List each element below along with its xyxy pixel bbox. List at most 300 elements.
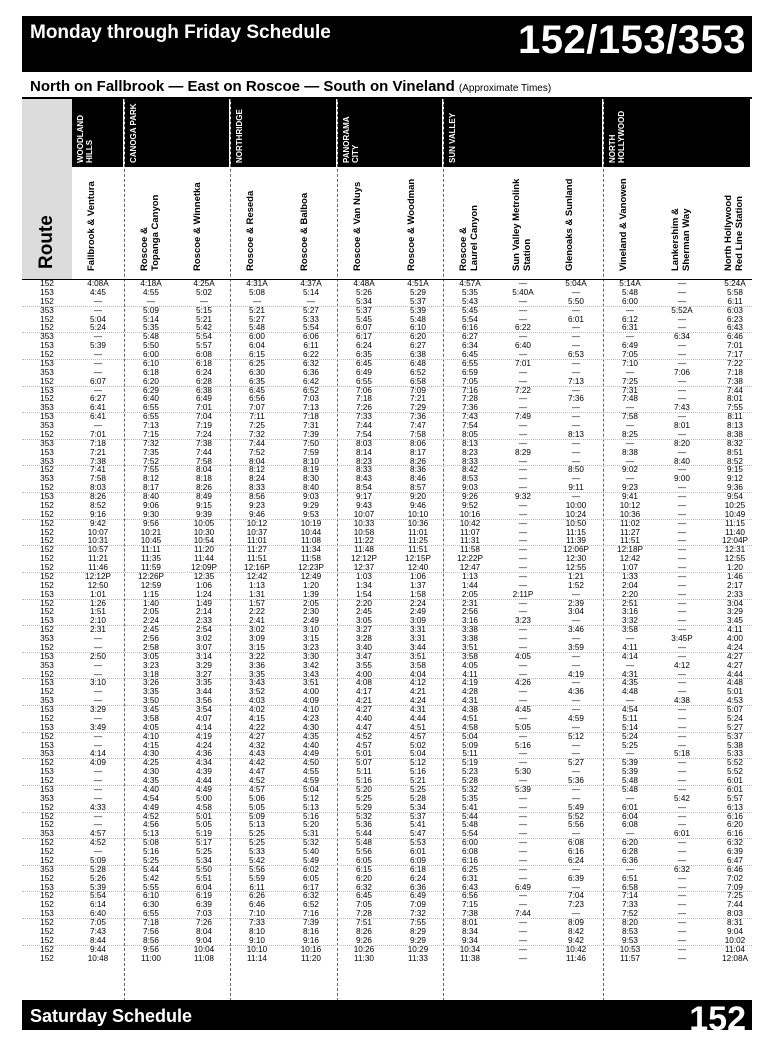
time-cell: 7:28 xyxy=(462,394,478,404)
time-cell: 7:52 xyxy=(622,909,638,919)
time-cell: 6:55 xyxy=(356,376,372,386)
time-cell: 10:12 xyxy=(619,500,641,510)
time-cell: — xyxy=(677,509,687,519)
time-cell: — xyxy=(677,918,687,927)
time-cell: 10:44 xyxy=(300,527,322,537)
time-cell: — xyxy=(571,651,581,661)
stop-header xyxy=(656,171,708,275)
area-name: NORTH HOLLYWOOD xyxy=(608,110,626,163)
time-cell: 5:16 xyxy=(356,776,372,785)
time-cell: — xyxy=(518,953,528,963)
time-cell: 5:25 xyxy=(143,855,159,865)
time-cell: 9:34 xyxy=(462,935,478,945)
time-cell: 6:28 xyxy=(196,376,212,386)
time-cell: 7:51 xyxy=(356,918,372,927)
time-cell: 6:18 xyxy=(410,864,426,874)
time-cell: 5:24A xyxy=(724,279,746,288)
time-cell: 4:31A xyxy=(246,279,268,288)
time-cell: 5:12 xyxy=(410,758,426,768)
time-cell: 6:00 xyxy=(143,350,159,359)
time-cell: 7:31 xyxy=(303,421,319,430)
time-cell: — xyxy=(571,421,581,430)
time-cell: 8:42 xyxy=(568,926,584,936)
time-cell: 5:04 xyxy=(303,784,319,794)
time-cell: — xyxy=(93,793,103,803)
time-cell: 5:48 xyxy=(622,784,638,794)
time-cell: 3:38 xyxy=(462,634,478,643)
time-cell: 5:54 xyxy=(90,891,106,901)
time-cell: 8:38 xyxy=(622,447,638,457)
time-cell: 1:24 xyxy=(196,589,212,599)
time-cell: 5:14 xyxy=(303,287,319,297)
table-row xyxy=(22,937,752,946)
time-cell: — xyxy=(518,554,528,564)
time-cell: 6:04 xyxy=(249,341,265,351)
time-cell: 4:19 xyxy=(196,731,212,741)
table-row xyxy=(22,813,752,822)
time-cell: 5:17 xyxy=(196,838,212,848)
route-cell: 152 xyxy=(40,571,54,581)
time-cell: 6:00 xyxy=(249,332,265,342)
time-cell: 7:52 xyxy=(249,447,265,457)
time-cell: 9:41 xyxy=(622,492,638,501)
time-cell: 7:38 xyxy=(727,376,743,386)
time-cell: 8:14 xyxy=(356,447,372,457)
time-cell: 7:06 xyxy=(674,367,690,377)
time-cell: — xyxy=(677,953,687,963)
time-cell: 9:56 xyxy=(143,944,159,954)
time-cell: — xyxy=(93,358,103,368)
time-cell: 6:28 xyxy=(622,847,638,856)
time-cell: 7:54 xyxy=(462,421,478,430)
time-cell: 6:46 xyxy=(249,900,265,910)
table-row xyxy=(22,440,752,449)
time-cell: 8:13 xyxy=(462,438,478,448)
time-cell: 3:23 xyxy=(143,660,159,670)
time-cell: 8:04 xyxy=(196,465,212,475)
time-cell: — xyxy=(518,509,528,519)
time-cell: 1:54 xyxy=(356,589,372,599)
time-cell: 7:33 xyxy=(622,900,638,910)
time-cell: — xyxy=(93,784,103,794)
time-cell: 8:23 xyxy=(462,447,478,457)
time-cell: 7:58 xyxy=(90,474,106,484)
time-cell: 4:09 xyxy=(303,696,319,706)
time-cell: 7:32 xyxy=(410,909,426,919)
time-cell: — xyxy=(677,713,687,723)
time-cell: — xyxy=(93,767,103,777)
stop-header xyxy=(444,171,496,275)
time-cell: 5:25 xyxy=(410,784,426,794)
route-cell: 353 xyxy=(40,456,54,466)
time-cell: 11:48 xyxy=(354,545,374,555)
time-cell: 3:45 xyxy=(727,616,743,626)
time-cell: 8:52 xyxy=(90,500,106,510)
stop-header xyxy=(125,171,177,275)
time-cell: 5:27 xyxy=(727,722,743,732)
time-cell: 4:54 xyxy=(622,705,638,714)
time-cell: 3:45 xyxy=(143,705,159,714)
route-cell: 353 xyxy=(40,749,54,759)
time-cell: 11:51 xyxy=(620,536,640,546)
time-cell: 10:12 xyxy=(246,518,268,528)
time-cell: 5:50 xyxy=(196,864,212,874)
time-cell: 12:37 xyxy=(353,563,375,572)
time-cell: 12:06P xyxy=(563,545,589,555)
time-cell: 9:12 xyxy=(727,474,743,484)
table-row xyxy=(22,750,752,759)
time-cell: 5:56 xyxy=(568,820,584,830)
table-row xyxy=(22,529,752,538)
stop-name: Glenoaks & Sunland xyxy=(564,178,575,271)
time-cell: 5:26 xyxy=(356,287,372,297)
time-cell: 3:35 xyxy=(249,669,265,679)
time-cell: 6:00 xyxy=(462,838,478,848)
time-cell: 6:32 xyxy=(303,891,319,901)
time-cell: — xyxy=(571,305,581,315)
table-row xyxy=(22,449,752,458)
time-cell: 4:33 xyxy=(90,802,106,812)
time-cell: 8:26 xyxy=(410,456,426,466)
time-cell: 7:38 xyxy=(196,438,212,448)
time-cell: 4:05 xyxy=(462,660,478,670)
stop-header xyxy=(709,171,761,275)
time-cell: 1:37 xyxy=(410,580,426,590)
time-cell: — xyxy=(571,909,581,919)
time-cell: — xyxy=(518,900,528,910)
time-cell: 3:47 xyxy=(356,651,372,661)
time-cell: 7:26 xyxy=(196,918,212,927)
time-cell: 6:16 xyxy=(727,829,743,839)
stop-header xyxy=(338,171,390,275)
route-cell: 152 xyxy=(40,811,54,821)
time-cell: 5:16 xyxy=(515,740,531,750)
time-cell: 8:44 xyxy=(90,935,106,945)
time-cell: 2:49 xyxy=(303,616,319,626)
route-cell: 152 xyxy=(40,279,54,288)
time-cell: 6:40 xyxy=(515,341,531,351)
time-cell: 3:15 xyxy=(249,642,265,652)
time-cell: 6:20 xyxy=(356,873,372,883)
time-cell: 2:24 xyxy=(410,598,426,608)
time-cell: — xyxy=(677,625,687,635)
time-cell: 7:38 xyxy=(90,456,106,466)
time-cell: 5:20 xyxy=(356,784,372,794)
time-cell: 11:46 xyxy=(566,953,586,963)
time-cell: 11:44 xyxy=(194,554,214,564)
time-cell: 3:51 xyxy=(303,678,319,688)
time-cell: 6:26 xyxy=(249,891,265,901)
time-cell: — xyxy=(518,926,528,936)
time-cell: 9:32 xyxy=(515,492,531,501)
time-cell: 9:26 xyxy=(356,935,372,945)
time-cell: 3:45P xyxy=(671,634,693,643)
time-cell: 6:27 xyxy=(410,341,426,351)
time-cell: — xyxy=(518,660,528,670)
time-cell: 11:57 xyxy=(620,953,640,963)
time-cell: 5:13 xyxy=(303,802,319,812)
time-cell: 7:09 xyxy=(410,900,426,910)
time-cell: 6:42 xyxy=(303,376,319,386)
route-cell: 152 xyxy=(40,500,54,510)
time-cell: 9:39 xyxy=(196,509,212,519)
time-cell: — xyxy=(518,607,528,617)
table-row xyxy=(22,324,752,333)
table-row xyxy=(22,289,752,298)
table-row xyxy=(22,342,752,351)
time-cell: 4:49 xyxy=(196,784,212,794)
time-cell: — xyxy=(677,527,687,537)
time-cell: 3:58 xyxy=(462,651,478,661)
time-cell: 4:52 xyxy=(90,838,106,848)
time-cell: 9:00 xyxy=(674,474,690,484)
time-cell: 5:39 xyxy=(90,341,106,351)
time-cell: 5:48 xyxy=(462,820,478,830)
route-cell: 153 xyxy=(40,678,54,688)
time-cell: — xyxy=(518,429,528,439)
time-cell: 5:32 xyxy=(303,838,319,848)
route-cell: 152 xyxy=(40,758,54,768)
route-cell: 152 xyxy=(40,509,54,519)
time-cell: — xyxy=(571,864,581,874)
table-row xyxy=(22,404,752,413)
time-cell: 5:12 xyxy=(568,731,584,741)
route-cell: 152 xyxy=(40,296,54,306)
time-cell: 5:09 xyxy=(462,740,478,750)
time-cell: 11:22 xyxy=(354,536,374,546)
time-cell: 4:54 xyxy=(143,793,159,803)
time-cell: 5:11 xyxy=(356,767,372,777)
time-cell: — xyxy=(93,305,103,315)
time-cell: 3:32 xyxy=(622,616,638,626)
time-cell: 9:54 xyxy=(727,492,743,501)
time-cell: 6:15 xyxy=(249,350,265,359)
stop-header xyxy=(178,171,230,275)
time-cell: 11:11 xyxy=(141,545,161,555)
time-cell: — xyxy=(93,847,103,856)
time-cell: 6:34 xyxy=(674,332,690,342)
time-cell: — xyxy=(93,367,103,377)
time-cell: 4:32 xyxy=(249,740,265,750)
time-cell: 9:02 xyxy=(622,465,638,475)
time-cell: 4:27 xyxy=(249,731,265,741)
time-cell: 1:07 xyxy=(622,563,638,572)
table-row xyxy=(22,555,752,564)
time-cell: — xyxy=(571,784,581,794)
time-cell: 8:40 xyxy=(143,492,159,501)
stop-name: Roscoe & Reseda xyxy=(245,190,256,271)
time-cell: 8:33 xyxy=(356,465,372,475)
time-cell: 7:04 xyxy=(196,412,212,422)
time-cell: 8:17 xyxy=(143,483,159,493)
time-cell: 10:10 xyxy=(407,509,429,519)
time-cell: 8:34 xyxy=(462,926,478,936)
time-cell: 6:38 xyxy=(410,350,426,359)
time-cell: — xyxy=(677,279,687,288)
time-cell: 5:27 xyxy=(249,314,265,324)
time-cell: 2:33 xyxy=(727,589,743,599)
time-cell: 4:25 xyxy=(143,758,159,768)
time-cell: 10:00 xyxy=(565,500,587,510)
time-cell: 5:28 xyxy=(462,776,478,785)
time-cell: 7:09 xyxy=(727,882,743,892)
time-cell: 7:50 xyxy=(303,438,319,448)
time-cell: 5:57 xyxy=(196,341,212,351)
time-cell: — xyxy=(677,589,687,599)
time-cell: 4:43 xyxy=(249,749,265,759)
time-cell: 10:04 xyxy=(193,944,215,954)
time-cell: 6:52 xyxy=(303,900,319,910)
time-cell: 7:22 xyxy=(515,385,531,395)
time-cell: 7:39 xyxy=(303,429,319,439)
time-cell: 6:56 xyxy=(462,891,478,901)
time-cell: 7:58 xyxy=(410,429,426,439)
time-cell: 4:57 xyxy=(410,731,426,741)
time-cell: 11:51 xyxy=(247,554,267,564)
time-cell: 4:30 xyxy=(143,767,159,777)
time-cell: 8:13 xyxy=(568,429,584,439)
route-cell: 152 xyxy=(40,314,54,324)
time-cell: — xyxy=(677,847,687,856)
time-cell: 3:51 xyxy=(410,651,426,661)
time-cell: 9:29 xyxy=(410,935,426,945)
time-cell: — xyxy=(677,571,687,581)
table-row xyxy=(22,892,752,901)
time-cell: 10:50 xyxy=(565,518,587,528)
time-cell: — xyxy=(677,616,687,626)
time-cell: 12:26P xyxy=(138,571,164,581)
time-cell: — xyxy=(518,802,528,812)
time-cell: 3:50 xyxy=(143,696,159,706)
time-cell: 7:01 xyxy=(727,341,743,351)
time-cell: 4:10 xyxy=(143,731,159,741)
time-cell: 5:21 xyxy=(249,305,265,315)
time-cell: 6:08 xyxy=(568,838,584,848)
time-cell: 8:04 xyxy=(249,456,265,466)
time-cell: 12:12P xyxy=(351,554,377,564)
area-header xyxy=(338,99,442,167)
time-cell: 9:46 xyxy=(249,509,265,519)
time-cell: — xyxy=(518,527,528,537)
time-cell: 4:28 xyxy=(462,687,478,697)
time-cell: 5:40 xyxy=(303,847,319,856)
time-cell: 8:40 xyxy=(674,456,690,466)
saturday-route-number: 152 xyxy=(689,1000,746,1038)
time-cell: 8:33 xyxy=(462,456,478,466)
table-row xyxy=(22,600,752,609)
time-cell: 4:58 xyxy=(196,802,212,812)
time-cell: 6:45 xyxy=(356,891,372,901)
time-cell: 7:10 xyxy=(622,358,638,368)
time-cell: — xyxy=(93,669,103,679)
time-cell: 3:59 xyxy=(568,642,584,652)
time-cell: — xyxy=(571,323,581,333)
table-row xyxy=(22,821,752,830)
time-cell: — xyxy=(625,696,635,706)
time-cell: 6:40 xyxy=(143,394,159,404)
time-cell: 7:55 xyxy=(727,403,743,413)
time-cell: 11:58 xyxy=(301,554,321,564)
route-cell: 353 xyxy=(40,474,54,484)
time-cell: 5:33 xyxy=(727,749,743,759)
time-cell: 6:30 xyxy=(249,367,265,377)
time-cell: 8:46 xyxy=(410,474,426,484)
route-cell: 353 xyxy=(40,829,54,839)
time-cell: 3:43 xyxy=(249,678,265,688)
time-cell: 10:24 xyxy=(565,509,587,519)
time-cell: 6:08 xyxy=(462,847,478,856)
time-cell: 7:23 xyxy=(568,900,584,910)
schedule-title: Monday through Friday Schedule xyxy=(30,22,331,43)
time-cell: 9:46 xyxy=(410,500,426,510)
time-cell: 6:23 xyxy=(727,314,743,324)
time-cell: 9:03 xyxy=(462,483,478,493)
time-cell: 1:13 xyxy=(249,580,265,590)
time-cell: 10:45 xyxy=(140,536,162,546)
route-cell: 153 xyxy=(40,705,54,714)
time-cell: — xyxy=(93,713,103,723)
route-cell: 353 xyxy=(40,634,54,643)
area-name: SUN VALLEY xyxy=(448,112,457,163)
time-cell: 4:07 xyxy=(196,713,212,723)
time-cell: 5:19 xyxy=(462,758,478,768)
time-cell: 3:23 xyxy=(515,616,531,626)
time-cell: 7:28 xyxy=(356,909,372,919)
time-cell: 11:21 xyxy=(88,554,108,564)
table-row xyxy=(22,511,752,520)
time-cell: 5:25 xyxy=(249,829,265,839)
time-cell: 5:43 xyxy=(462,296,478,306)
stop-name: Roscoe & Winnetka xyxy=(192,182,203,271)
time-cell: 2:22 xyxy=(249,607,265,617)
time-cell: 3:26 xyxy=(143,678,159,688)
time-cell: 6:55 xyxy=(143,412,159,422)
time-cell: 12:30 xyxy=(565,554,587,564)
time-cell: 6:01 xyxy=(727,776,743,785)
table-row xyxy=(22,395,752,404)
time-cell: 8:53 xyxy=(462,474,478,484)
time-cell: 3:09 xyxy=(410,616,426,626)
time-cell: 8:04 xyxy=(196,926,212,936)
time-cell: 7:41 xyxy=(90,465,106,475)
time-cell: — xyxy=(571,474,581,484)
route-cell: 152 xyxy=(40,820,54,830)
time-cell: 10:07 xyxy=(353,509,375,519)
time-cell: 6:16 xyxy=(727,811,743,821)
time-cell: 10:48 xyxy=(87,953,109,963)
time-cell: 1:51 xyxy=(90,607,106,617)
time-cell: 4:48A xyxy=(353,279,375,288)
time-cell: 10:42 xyxy=(459,518,481,528)
time-cell: 3:43 xyxy=(303,669,319,679)
route-cell: 353 xyxy=(40,403,54,413)
time-cell: — xyxy=(677,296,687,306)
time-cell: 10:07 xyxy=(87,527,109,537)
time-cell: 9:53 xyxy=(303,509,319,519)
time-cell: 9:30 xyxy=(143,509,159,519)
time-cell: 7:24 xyxy=(196,429,212,439)
time-cell: 4:47 xyxy=(249,767,265,777)
time-cell: 4:19 xyxy=(462,678,478,688)
time-cell: 5:18 xyxy=(674,749,690,759)
time-cell: — xyxy=(518,403,528,413)
table-row xyxy=(22,742,752,751)
time-cell: — xyxy=(518,944,528,954)
time-cell: 11:20 xyxy=(301,953,321,963)
stop-name: Roscoe & Woodman xyxy=(406,178,417,271)
time-cell: 7:55 xyxy=(143,465,159,475)
time-cell: 10:21 xyxy=(140,527,162,537)
